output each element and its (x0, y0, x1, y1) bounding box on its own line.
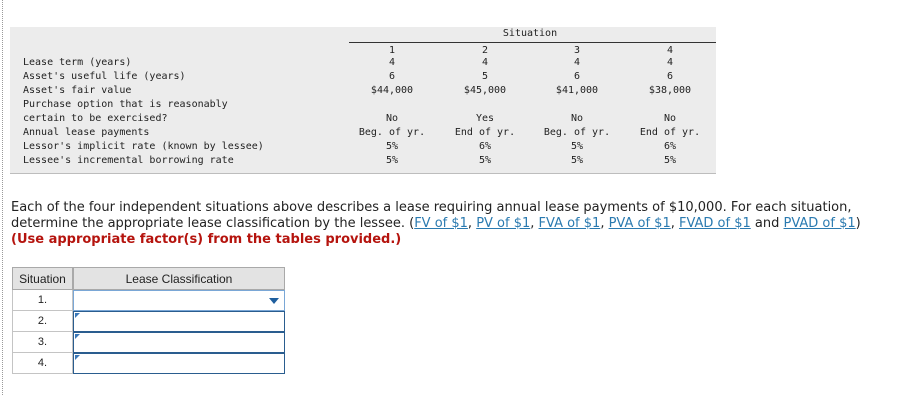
incremental-rate-cell: 5% (663, 155, 677, 166)
fair-value-cell: $45,000 (463, 85, 507, 96)
lease-term-cell: 4 (573, 57, 581, 68)
lease-term-cell: 4 (481, 57, 489, 68)
row-number: 1. (12, 290, 73, 311)
lessor-rate-cell: 6% (663, 141, 677, 152)
lessor-rate-cell: 6% (478, 141, 492, 152)
left-dotted-rule (2, 0, 3, 395)
instructions-close: ) (855, 216, 861, 231)
fair-value-cell: $44,000 (370, 85, 414, 96)
pvad-of-1-link[interactable]: PVAD of $1 (783, 216, 856, 231)
annual-payments-cell: End of yr. (639, 127, 701, 138)
useful-life-cell: 5 (481, 71, 489, 82)
instructions-paragraph (11, 200, 883, 248)
fvad-of-1-link[interactable]: FVAD of $1 (678, 216, 751, 231)
purchase-option-cell: No (385, 113, 399, 124)
row-label-lessor-rate: Lessor's implicit rate (known by lessee) (23, 141, 264, 152)
lessor-rate-cell: 5% (385, 141, 399, 152)
fair-value-cell: $38,000 (648, 85, 692, 96)
row-label-purchase-option-line2: certain to be exercised? (23, 113, 168, 124)
row-label-fair-value: Asset's fair value (23, 85, 132, 96)
purchase-option-cell: Yes (475, 113, 495, 124)
instructions-text: Each of the four independent situations above describes a lease requiring annual lease payments of $10,000. For each situation, determine the appropriate lease classification by the lessee. ( (11, 200, 852, 231)
useful-life-cell: 6 (573, 71, 581, 82)
row-number: 2. (12, 311, 73, 332)
panel-divider (10, 173, 716, 174)
incremental-rate-cell: 5% (385, 155, 399, 166)
link-separator: , (467, 216, 477, 231)
fair-value-cell: $41,000 (555, 85, 599, 96)
row-label-lease-term: Lease term (years) (23, 57, 132, 68)
link-separator: , (530, 216, 539, 231)
row-label-annual-payments: Annual lease payments (23, 127, 150, 138)
fv-of-1-link[interactable]: FV of $1 (414, 216, 468, 231)
field-marker-icon (75, 334, 80, 339)
purchase-option-cell: No (570, 113, 584, 124)
lease-classification-table (12, 267, 285, 375)
link-separator: , (600, 216, 609, 231)
factor-hint: (Use appropriate factor(s) from the tables provided.) (11, 232, 402, 247)
chevron-down-icon (269, 298, 279, 304)
classification-select-2[interactable] (73, 311, 285, 332)
purchase-option-cell: No (663, 113, 677, 124)
useful-life-cell: 6 (388, 71, 396, 82)
row-label-useful-life: Asset's useful life (years) (23, 71, 186, 82)
useful-life-cell: 6 (666, 71, 674, 82)
classification-select-4[interactable] (73, 353, 285, 374)
column-4-header: 4 (666, 45, 674, 56)
situation-header: Situation (502, 28, 558, 39)
column-3-header: 3 (573, 45, 581, 56)
annual-payments-cell: End of yr. (454, 127, 516, 138)
link-separator: , (670, 216, 679, 231)
situation-column-header: Situation (12, 267, 73, 290)
row-label-purchase-option-line1: Purchase option that is reasonably (23, 99, 228, 110)
lease-term-cell: 4 (666, 57, 674, 68)
row-label-incremental-rate: Lessee's incremental borrowing rate (23, 155, 234, 166)
incremental-rate-cell: 5% (570, 155, 584, 166)
column-1-header: 1 (388, 45, 396, 56)
column-2-header: 2 (481, 45, 489, 56)
row-number: 4. (12, 353, 73, 374)
row-number: 3. (12, 332, 73, 353)
lessor-rate-cell: 5% (570, 141, 584, 152)
annual-payments-cell: Beg. of yr. (543, 127, 611, 138)
pva-of-1-link[interactable]: PVA of $1 (608, 216, 671, 231)
classification-select-1[interactable] (73, 290, 285, 311)
header-rule (349, 42, 716, 43)
field-marker-icon (75, 313, 80, 318)
classification-select-3[interactable] (73, 332, 285, 353)
classification-column-header: Lease Classification (73, 267, 285, 290)
pv-of-1-link[interactable]: PV of $1 (476, 216, 531, 231)
lease-term-cell: 4 (388, 57, 396, 68)
link-separator: and (750, 216, 784, 231)
fva-of-1-link[interactable]: FVA of $1 (538, 216, 601, 231)
field-marker-icon (75, 355, 80, 360)
incremental-rate-cell: 5% (478, 155, 492, 166)
annual-payments-cell: Beg. of yr. (358, 127, 426, 138)
